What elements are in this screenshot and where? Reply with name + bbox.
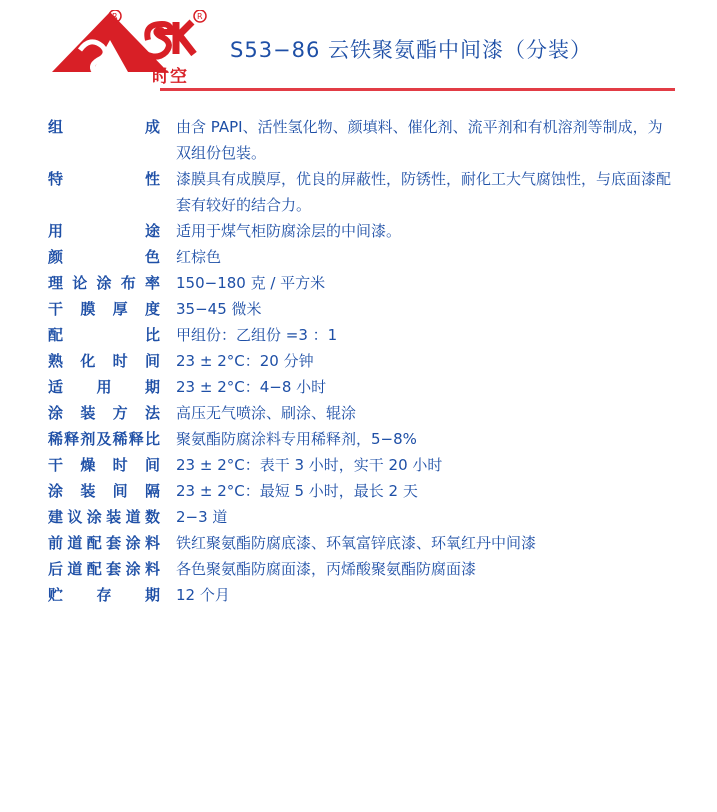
spec-row	[48, 426, 688, 452]
spec-label	[48, 348, 160, 374]
spec-value: 聚氨酯防腐涂料专用稀释剂，5−8%	[176, 430, 417, 448]
spec-label	[48, 530, 160, 556]
spec-row	[48, 582, 688, 608]
spec-label-char: 释	[64, 430, 80, 448]
spec-row	[48, 400, 688, 426]
spec-label-char: 度	[144, 300, 160, 318]
spec-label-char: 涂	[125, 534, 141, 552]
spec-label-char: 装	[106, 508, 122, 526]
spec-value: 23 ± 2°C：4−8 小时	[176, 378, 327, 396]
spec-label	[48, 244, 160, 270]
spec-label	[48, 400, 160, 426]
spec-label-char: 厚	[112, 300, 128, 318]
spec-value: 12 个月	[176, 586, 230, 604]
svg-text:R: R	[197, 12, 203, 21]
spec-label-char: 配	[48, 326, 64, 344]
spec-label-char: 间	[144, 456, 160, 474]
spec-label-char: 干	[48, 456, 64, 474]
spec-label-char: 用	[48, 222, 64, 240]
spec-value: 各色聚氨酯防腐面漆，丙烯酸聚氨酯防腐面漆	[176, 560, 477, 578]
spec-table	[48, 114, 688, 608]
spec-label-char: 及	[96, 430, 112, 448]
spec-value: 35−45 微米	[176, 300, 262, 318]
spec-label-char: 道	[67, 560, 83, 578]
spec-row	[48, 452, 688, 478]
spec-label-char: 时	[112, 456, 128, 474]
spec-label-char: 比	[144, 326, 160, 344]
spec-label-char: 涂	[96, 274, 112, 292]
spec-label	[48, 218, 160, 244]
spec-label-char: 布	[120, 274, 136, 292]
spec-label-char: 涂	[125, 560, 141, 578]
spec-label-char: 熟	[48, 352, 64, 370]
spec-row	[48, 296, 688, 322]
spec-label-char: 方	[112, 404, 128, 422]
spec-label-char: 时	[112, 352, 128, 370]
spec-label-char: 法	[144, 404, 160, 422]
spec-label-char: 配	[86, 534, 102, 552]
spec-value: 23 ± 2°C：最短 5 小时，最长 2 天	[176, 482, 418, 500]
spec-label	[48, 478, 160, 504]
spec-label-char: 期	[144, 586, 160, 604]
spec-label-char: 稀	[48, 430, 64, 448]
spec-value: 高压无气喷涂、刷涂、辊涂	[176, 404, 357, 422]
spec-row	[48, 322, 688, 348]
spec-value: 由含 PAPI、活性氢化物、颜填料、催化剂、流平剂和有机溶剂等制成，为双组份包装。	[176, 118, 663, 162]
spec-label-char: 贮	[48, 586, 64, 604]
spec-label-char: 释	[128, 430, 144, 448]
spec-row	[48, 374, 688, 400]
header-divider	[160, 88, 675, 91]
spec-value: 2−3 道	[176, 508, 228, 526]
spec-value: 150−180 克 / 平方米	[176, 274, 326, 292]
spec-label	[48, 374, 160, 400]
spec-label-char: 料	[144, 560, 160, 578]
spec-label-char: 涂	[86, 508, 102, 526]
spec-label-char: 隔	[144, 482, 160, 500]
spec-label-char: 装	[80, 404, 96, 422]
spec-label	[48, 322, 160, 348]
spec-row	[48, 348, 688, 374]
spec-label-char: 前	[48, 534, 64, 552]
spec-label	[48, 504, 160, 530]
spec-label	[48, 452, 160, 478]
spec-value: 漆膜具有成膜厚，优良的屏蔽性，防锈性，耐化工大气腐蚀性，与底面漆配套有较好的结合力。	[176, 170, 672, 214]
spec-label-char: 组	[48, 118, 64, 136]
spec-label-char: 性	[144, 170, 160, 188]
spec-label-char: 涂	[48, 482, 64, 500]
spec-label	[48, 426, 160, 452]
spec-label-char: 道	[125, 508, 141, 526]
spec-label-char: 途	[144, 222, 160, 240]
spec-row	[48, 244, 688, 270]
spec-label	[48, 114, 160, 140]
spec-row	[48, 166, 688, 218]
spec-label-char: 剂	[80, 430, 96, 448]
spec-label-char: 燥	[80, 456, 96, 474]
spec-label-char: 适	[48, 378, 64, 396]
spec-label-char: 干	[48, 300, 64, 318]
spec-value: 23 ± 2°C：20 分钟	[176, 352, 314, 370]
spec-row	[48, 504, 688, 530]
spec-label-char: 存	[96, 586, 112, 604]
spec-label-char: 率	[144, 274, 160, 292]
spec-label	[48, 556, 160, 582]
spec-label-char: 稀	[112, 430, 128, 448]
svg-text:R: R	[112, 12, 118, 21]
spec-label	[48, 582, 160, 608]
spec-label-char: 特	[48, 170, 64, 188]
spec-label-char: 论	[72, 274, 88, 292]
spec-label-char: 装	[80, 482, 96, 500]
spec-label-char: 料	[144, 534, 160, 552]
spec-label-char: 议	[67, 508, 83, 526]
spec-row	[48, 218, 688, 244]
spec-value: 23 ± 2°C：表干 3 小时，实干 20 小时	[176, 456, 443, 474]
spec-label-char: 间	[112, 482, 128, 500]
spec-row	[48, 530, 688, 556]
brand-name: 时空	[152, 67, 188, 87]
spec-label-char: 色	[144, 248, 160, 266]
spec-label-char: 化	[80, 352, 96, 370]
spec-label-char: 套	[106, 534, 122, 552]
spec-row	[48, 478, 688, 504]
spec-label-char: 套	[106, 560, 122, 578]
spec-label-char: 比	[144, 430, 160, 448]
spec-label-char: 理	[48, 274, 64, 292]
spec-row	[48, 270, 688, 296]
spec-value: 甲组份：乙组份 =3 ：1	[176, 326, 338, 344]
page-title: S53−86 云铁聚氨酯中间漆（分装）	[230, 38, 593, 62]
brand-logo	[52, 10, 217, 85]
spec-value: 红棕色	[176, 248, 222, 266]
spec-value: 适用于煤气柜防腐涂层的中间漆。	[176, 222, 402, 240]
spec-label-char: 涂	[48, 404, 64, 422]
spec-label-char: 膜	[80, 300, 96, 318]
logo-mark-icon	[52, 10, 217, 85]
spec-label-char: 期	[144, 378, 160, 396]
spec-label	[48, 166, 160, 192]
spec-label	[48, 270, 160, 296]
spec-row	[48, 556, 688, 582]
spec-label-char: 数	[144, 508, 160, 526]
spec-label	[48, 296, 160, 322]
spec-label-char: 成	[144, 118, 160, 136]
spec-label-char: 后	[48, 560, 64, 578]
spec-label-char: 道	[67, 534, 83, 552]
spec-row	[48, 114, 688, 166]
spec-label-char: 配	[86, 560, 102, 578]
spec-label-char: 间	[144, 352, 160, 370]
header	[0, 0, 717, 95]
spec-value: 铁红聚氨酯防腐底漆、环氧富锌底漆、环氧红丹中间漆	[176, 534, 537, 552]
spec-label-char: 颜	[48, 248, 64, 266]
spec-label-char: 用	[96, 378, 112, 396]
spec-label-char: 建	[48, 508, 64, 526]
